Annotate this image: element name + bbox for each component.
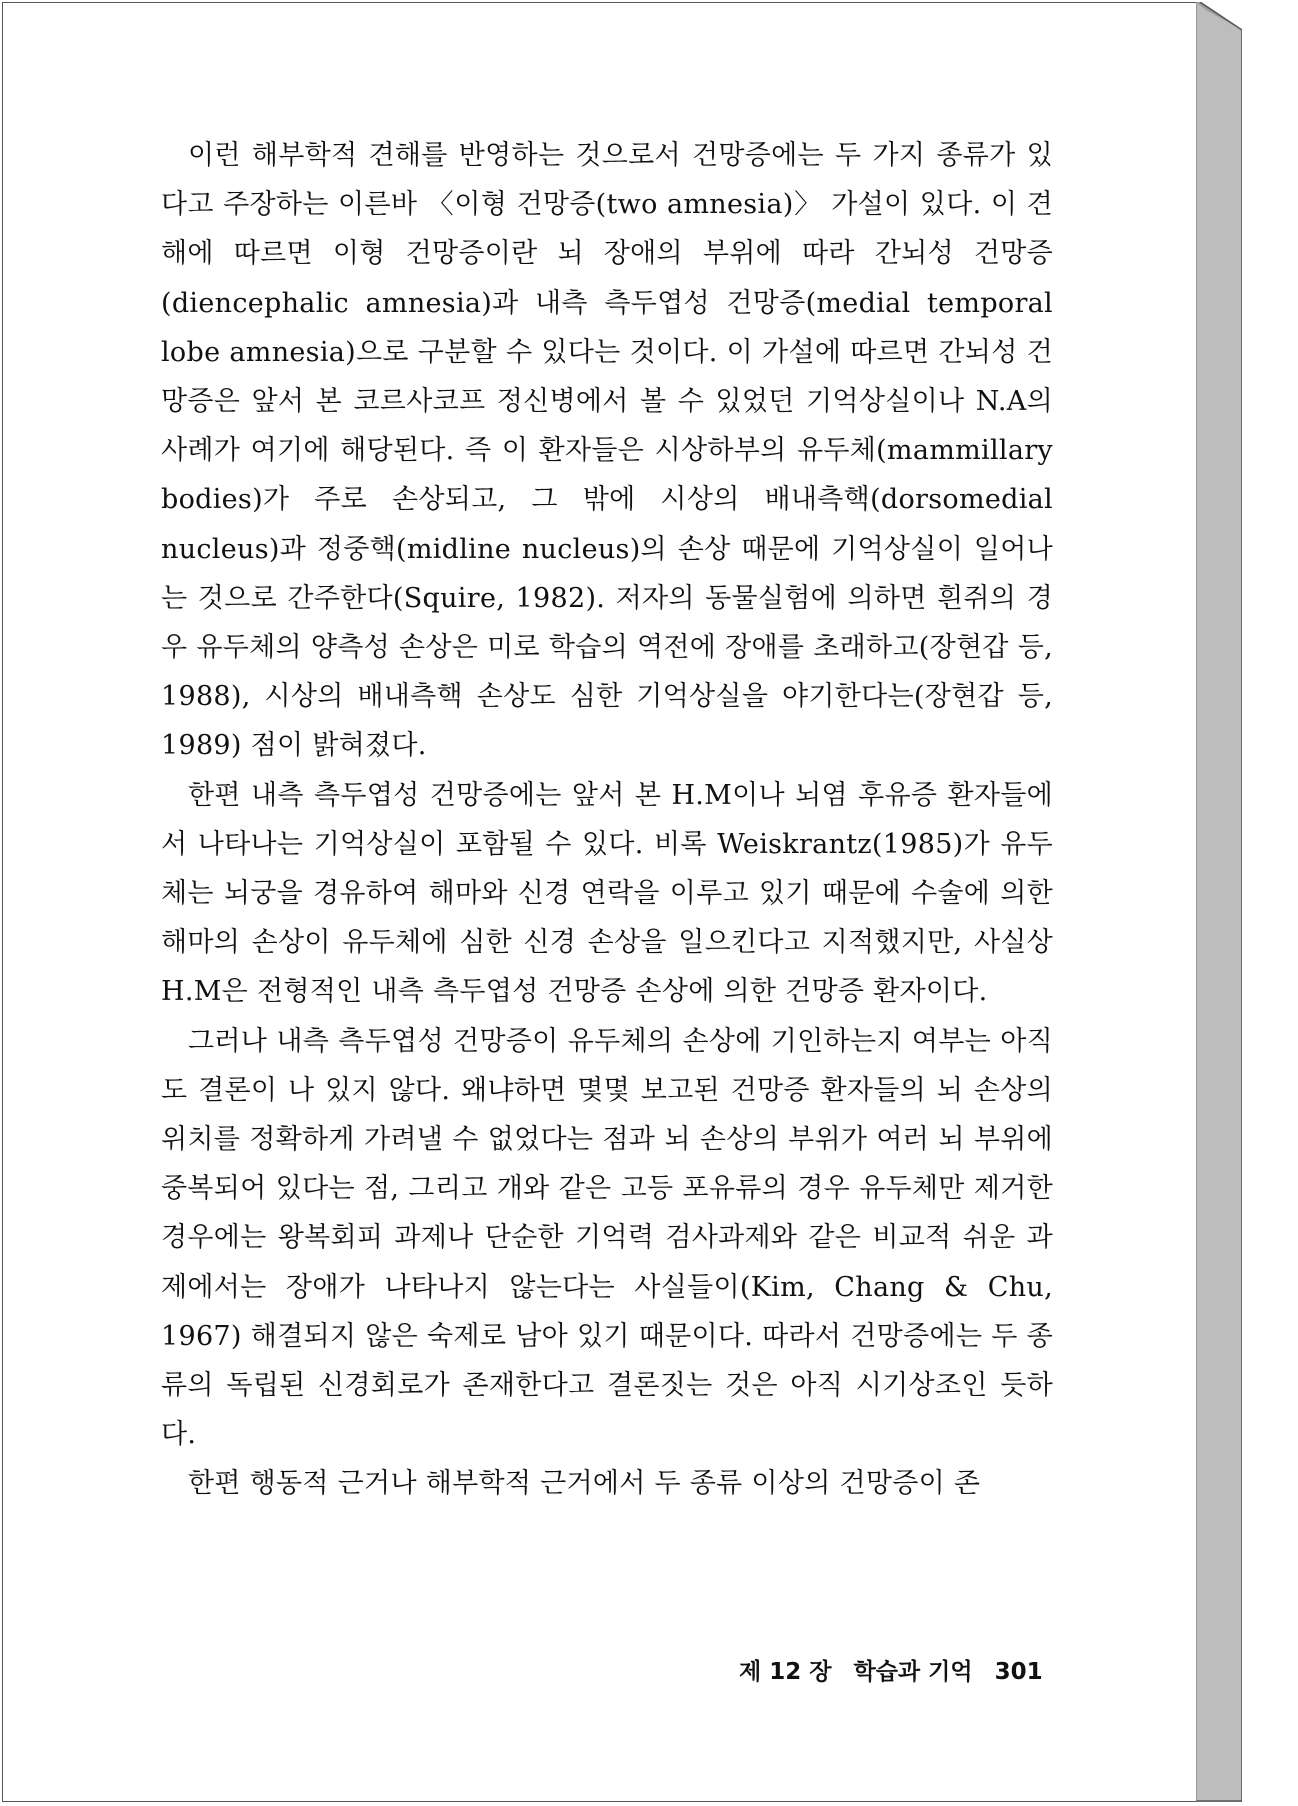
page-footer — [739, 1653, 1043, 1686]
book-page — [2, 2, 1198, 1802]
paragraph-2: 한편 내측 측두엽성 건망증에는 앞서 본 H.M이나 뇌염 후유증 환자들에서 나타나는 기억상실이 포함될 수 있다. 비록 Weiskrantz(1985)가 유두체는 뇌궁을 경유하여 해마와 신경 연락을 이루고 있기 때문에 수술에 의한 해마의 손상이 유두체에 심한 신경 손상을 일으킨다고 지적했지만, 사실상 H.M은 전형적인 내측 측두엽성 건망증 손상에 의한 건망증 환자이다. — [161, 779, 1053, 1008]
chapter-label: 제 12 장 — [739, 1659, 832, 1685]
body-text — [161, 131, 1053, 1509]
chapter-title: 학습과 기억 — [853, 1659, 973, 1685]
book-edge-decoration — [1196, 2, 1242, 1802]
page-number: 301 — [994, 1659, 1043, 1685]
paragraph-4: 한편 행동적 근거나 해부학적 근거에서 두 종류 이상의 건망증이 존 — [188, 1468, 981, 1500]
paragraph-3: 그러나 내측 측두엽성 건망증이 유두체의 손상에 기인하는지 여부는 아직도 결론이 나 있지 않다. 왜냐하면 몇몇 보고된 건망증 환자들의 뇌 손상의 위치를 정확하게 가려낼 수 없었다는 점과 뇌 손상의 부위가 여러 뇌 부위에 중복되어 있다는 점, 그리고 개와 같은 고등 포유류의 경우 유두체만 제거한 경우에는 왕복회피 과제나 단순한 기억력 검사과제와 같은 비교적 쉬운 과제에서는 장애가 나타나지 않는다는 사실들이(Kim, Chang & Chu, 1967) 해결되지 않은 숙제로 남아 있기 때문이다. 따라서 건망증에는 두 종류의 독립된 신경회로가 존재한다고 결론짓는 것은 아직 시기상조인 듯하다. — [161, 1025, 1053, 1451]
paragraph-1: 이런 해부학적 견해를 반영하는 것으로서 건망증에는 두 가지 종류가 있다고 주장하는 이른바 〈이형 건망증(two amnesia)〉 가설이 있다. 이 견해에 따르면 이형 건망증이란 뇌 장애의 부위에 따라 간뇌성 건망증(diencephalic amnesia)과 내측 측두엽성 건망증(medial temporal lobe amnesia)으로 구분할 수 있다는 것이다. 이 가설에 따르면 간뇌성 건망증은 앞서 본 코르사코프 정신병에서 볼 수 있었던 기억상실이나 N.A의 사례가 여기에 해당된다. 즉 이 환자들은 시상하부의 유두체(mammillary bodies)가 주로 손상되고, 그 밖에 시상의 배내측핵(dorsomedial nucleus)과 정중핵(midline nucleus)의 손상 때문에 기억상실이 일어나는 것으로 간주한다(Squire, 1982). 저자의 동물실험에 의하면 흰쥐의 경우 유두체의 양측성 손상은 미로 학습의 역전에 장애를 초래하고(장현갑 등, 1988), 시상의 배내측핵 손상도 심한 기억상실을 야기한다는(장현갑 등, 1989) 점이 밝혀졌다. — [161, 140, 1053, 762]
